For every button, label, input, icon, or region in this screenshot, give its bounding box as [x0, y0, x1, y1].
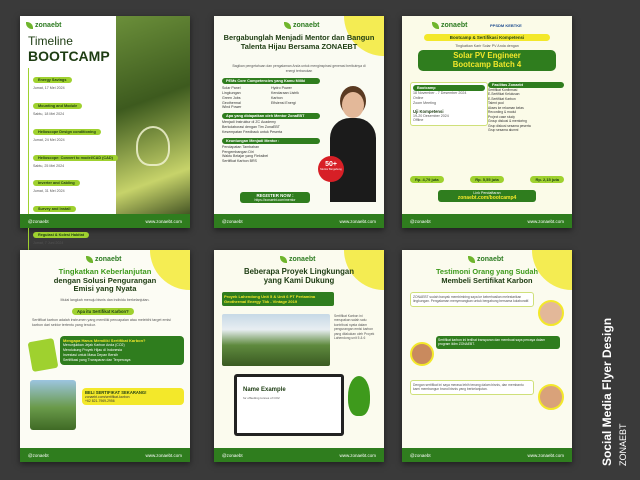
competency-item: Efisiensi Energi	[271, 100, 296, 105]
benefit-heading: Keuntungan Menjadi Mentor :	[222, 138, 320, 144]
bootcamp-title-line1: Solar PV Engineer	[453, 51, 521, 60]
gain-item: Menjadi Instruktur di ZC Academy	[222, 120, 276, 125]
price-tag: Rp. 5,55 juta	[470, 176, 504, 183]
brand-name: zonaebt	[35, 22, 62, 29]
testimonials-title	[408, 268, 566, 285]
projects-title-line1: Beberapa Proyek Lingkungan	[243, 267, 355, 276]
competency-item: Hydro Power	[271, 86, 292, 90]
facility-list	[488, 82, 564, 132]
testimonial-text: Dengan sertifikat ini saya merasa lebih tenang dalam bisnis, dan membantu kami membangun brand bisnis yang berkelanjutan.	[413, 383, 524, 392]
footer-bar	[20, 448, 190, 462]
mentor-title: Bergabunglah Menjadi Mentor dan Bangun Talenta Hijau Bersama ZONAEBT	[223, 33, 375, 51]
timeline-item-label: Regulasi & Kolesi Habitat	[33, 232, 89, 238]
brand-name: zonaebt	[95, 256, 122, 263]
testimonial-text: Sertifikat karbon ini terlihat transparan dan membuat saya percaya dalam program iklim ZONAEBT.	[438, 338, 546, 347]
timeline-title-main: BOOTCAMP	[28, 48, 110, 64]
facility-item: Group diskusi & mentoring	[488, 119, 527, 124]
brand-name: zonaebt	[441, 22, 468, 29]
footer-handle: @zonaebt	[222, 218, 243, 224]
footer-site: www.zonaebt.com	[339, 218, 376, 224]
leaf-icon	[284, 22, 291, 29]
timeline-item-label: Energy Savings	[33, 77, 72, 83]
carbon-question-1: Apa itu Sertifikat Karbon?	[72, 308, 134, 315]
footer-handle: @zonaebt	[28, 218, 49, 224]
carbon-title-line3: Emisi yang Nyata	[73, 284, 137, 294]
leaf-icon	[86, 256, 93, 263]
footer-site: www.zonaebt.com	[145, 218, 182, 224]
bootcamp-title-line2: Bootcamp Batch 4	[452, 59, 522, 69]
price-row	[410, 176, 564, 183]
certificate-name: Name Example	[243, 387, 286, 393]
registration-link[interactable]	[438, 190, 536, 202]
side-title: Social Media Flyer Design	[600, 317, 614, 466]
timeline-item-date: Sabtu, 25 Mei 2024	[33, 163, 65, 168]
competency-item: Geothermal	[222, 100, 241, 105]
flyer-projects	[214, 250, 384, 462]
buy-cta-url: zonaebt.com/sertifikat-karbon	[85, 395, 130, 399]
facility-item: Talent pool	[488, 101, 504, 106]
timeline-item-label: Helioscope: Convert to model/CAD (CAD)	[33, 155, 118, 161]
why-item: Investasi untuk Masa Depan Bersih	[63, 353, 119, 358]
footer-site: www.zonaebt.com	[527, 452, 564, 458]
lightbulb-icon	[136, 126, 170, 166]
exam-date: 19-20 Desember 2024	[413, 113, 449, 118]
footer-bar	[214, 448, 384, 462]
benefit-item: Pengembangan Diri	[222, 149, 254, 154]
register-label: REGISTER NOW :	[256, 193, 294, 198]
footer-handle: @zonaebt	[410, 218, 431, 224]
facility-item: Project case study	[488, 114, 515, 119]
carbon-title	[24, 268, 186, 294]
tree-illustration	[348, 376, 370, 416]
competency-heading: PEMs Core Competencies yang Kamu Miliki	[222, 78, 320, 84]
footer-bar	[402, 448, 572, 462]
bootcamp-banner: Bootcamp & Sertifikasi Kompetensi	[424, 34, 550, 41]
certificate-subtitle: for offsetting tonnes of CO2	[243, 396, 280, 400]
flyer-carbon-certificate	[20, 250, 190, 462]
brand-logo	[26, 22, 61, 29]
register-url: https://zonaebt.com/mentor	[254, 198, 296, 202]
brand-logo	[468, 256, 503, 263]
exam-heading: Uji Kompetensi	[413, 108, 444, 114]
gain-item: Berkolaborasi dengan Tim ZonaEBT	[222, 125, 280, 130]
brand-name: zonaebt	[293, 22, 320, 29]
brand-logo	[284, 22, 319, 29]
competency-section	[222, 78, 320, 164]
bootcamp-date: 18 November - 7 Desember 2024	[413, 91, 467, 95]
register-cta[interactable]	[240, 192, 310, 203]
timeline-title	[28, 34, 110, 64]
projects-title-line2: yang Kami Dukung	[263, 275, 335, 285]
registration-heading: Link Pendaftaran	[473, 191, 501, 195]
timeline-item	[33, 120, 119, 143]
avatar	[538, 300, 564, 326]
competency-item: Green Jobs	[222, 95, 241, 100]
footer-handle: @zonaebt	[410, 452, 431, 458]
brand-name: zonaebt	[477, 256, 504, 263]
testimonials-title-line1: Testimoni Orang yang Sudah	[435, 267, 539, 276]
exam-mode: Offline	[413, 118, 424, 123]
registration-url: zonaebt.com/bootcamp4	[457, 195, 517, 201]
brand-name: zonaebt	[289, 256, 316, 263]
testimonials-title-line2: Membeli Sertifikat Karbon	[441, 275, 533, 285]
brand-logo	[432, 22, 467, 29]
flyer-mentor	[214, 16, 384, 228]
facility-item: Grup sesama alumni	[488, 127, 519, 132]
competency-item: Karbon	[271, 95, 283, 100]
footer-bar	[402, 214, 572, 228]
facility-heading: Fasilitas Zonaebt	[488, 82, 564, 88]
facility-item: Recording & modul	[488, 110, 517, 115]
why-heading: Mengapa Harus Memiliki Sertifikat Karbon?	[63, 338, 146, 343]
price-tag: Rp. 2,15 juta	[530, 176, 564, 183]
why-box	[60, 336, 184, 365]
timeline-item	[33, 146, 119, 169]
leaf-icon	[26, 22, 33, 29]
side-brand: ZONAEBT	[618, 423, 628, 466]
testimonial-card	[410, 292, 534, 307]
leaf-icon	[432, 22, 439, 29]
why-item: Mendukung Proyek Hijau di Indonesia	[63, 348, 122, 353]
facility-item: Sertifikat Konfirmasi	[488, 88, 518, 92]
buy-cta-label: BELI SERTIFIKAT SEKARANG!	[85, 390, 147, 395]
testimonial-card	[436, 336, 560, 349]
timeline-item-date: Jumat, 24 Mei 2024	[33, 137, 65, 142]
flyer-timeline	[20, 16, 190, 246]
timeline-item	[33, 68, 119, 91]
certificate-illustration	[28, 338, 59, 372]
timeline-item	[33, 94, 119, 117]
footer-handle: @zonaebt	[28, 452, 49, 458]
footer-handle: @zonaebt	[222, 452, 243, 458]
timeline-item	[33, 171, 119, 194]
competency-item: Solar Panel	[222, 86, 241, 90]
facility-item: E-Sertifikat Karbon	[488, 96, 516, 101]
carbon-title-line2: dengan Solusi Pengurangan	[53, 275, 157, 285]
footer-site: www.zonaebt.com	[527, 218, 564, 224]
gain-item: Kesempatan Feedback untuk Peserta	[222, 129, 283, 134]
footer-site: www.zonaebt.com	[145, 452, 182, 458]
price-tag: Rp. 4,79 juta	[410, 176, 444, 183]
testimonial-card	[410, 380, 534, 395]
carbon-subtitle: Mulai langkah menuju bisnis dan individu berkelanjutan.	[60, 298, 150, 302]
buy-cta-phone: +62 821-7969-2956	[85, 399, 115, 403]
brand-logo	[280, 256, 315, 263]
timeline-list	[28, 68, 122, 275]
geothermal-photo	[222, 314, 330, 366]
gain-heading: Apa yang didapatkan oleh Mentor ZonaEBT	[222, 113, 320, 119]
buy-cta[interactable]	[82, 388, 184, 405]
facility-item: E-Sertifikat Kelulusan	[488, 92, 520, 97]
footer-bar	[20, 214, 190, 228]
carbon-answer-1: Sertifikat karbon adalah instrumen yang memiliki pencapaian atau melebihi target emisi karbon dari sektor tertentu yang terukur.	[32, 318, 171, 327]
facility-item: Akses ke rekaman kelas	[488, 105, 524, 110]
badge-label: Mentor Bergabung	[320, 168, 342, 171]
leaf-icon	[468, 256, 475, 263]
facility-item: Grup diskusi sesama peserta	[488, 123, 531, 128]
benefit-item: Pendapatan Tambahan	[222, 144, 260, 149]
mentor-badge	[318, 156, 344, 182]
benefit-item: Sertifikat Karbon BRS	[222, 159, 257, 164]
bootcamp-schedule	[410, 82, 488, 126]
project-banner: Proyek Lahendong Unit 5 & Unit 6 PT Pertamina Geothermal Energy Tbk - Vintage 2019	[222, 292, 334, 306]
bootcamp-tool: Zoom Meeting	[413, 100, 436, 105]
bootcamp-mode: Online	[413, 95, 424, 100]
flyer-testimonials	[402, 250, 572, 462]
project-description: Sertifikat Karbon ini merupakan salah satu kontribusi nyata dalam pengurangan emisi karbon yang dilakukan oleh Proyek Lahendong unit 5 & 6	[334, 314, 375, 341]
timeline-title-top: Timeline	[28, 34, 73, 48]
competency-item: Lingkungan	[222, 90, 241, 95]
why-item: Sertifikasi yang Transparan dan Terpercaya	[63, 358, 131, 363]
benefit-item: Waktu Belajar yang Fleksibel	[222, 154, 269, 159]
laptop-mockup	[234, 374, 344, 436]
competency-item: Kendaraan Listrik	[271, 90, 299, 95]
lightbulb-photo	[116, 16, 190, 228]
mentor-subtitle: Bagikan pengetahuan dan pengalaman Anda untuk menginspirasi generasi berikutnya di energi terbarukan	[232, 64, 366, 73]
why-item: Menunjukkan Jejak Karbon Anda (CO2)	[63, 343, 125, 347]
timeline-item-date: Jumat, 7 Juni 2024	[33, 241, 64, 246]
avatar	[538, 384, 564, 410]
partner-logo: PPSDM KEBTKE	[490, 23, 522, 28]
timeline-item-date: Jumat, 31 Mei 2024	[33, 189, 65, 194]
badge-number: 50+	[325, 161, 337, 168]
competency-item: Wind Power	[222, 105, 242, 110]
timeline-item-date: Sabtu, 18 Mei 2024	[33, 111, 65, 116]
bootcamp-title	[418, 50, 556, 71]
timeline-item-label: Inverter and Cabling	[33, 180, 80, 186]
testimonial-text: ZONAEBT sudah banyak membimbing saya ke keberhasilan melestarikan lingkungan. Pengalaman menyenangkan untuk bergabung bersama kolaboratif.	[413, 295, 530, 304]
timeline-item-date: Jumat, 17 Mei 2024	[33, 86, 65, 90]
leaf-icon	[280, 256, 287, 263]
mentor-photo	[326, 92, 380, 202]
flyer-solar-bootcamp	[402, 16, 572, 228]
bootcamp-intro: Tingkatkan Karir Solar PV Anda dengan	[455, 44, 519, 48]
timeline-item-label: Survey and Install	[33, 206, 76, 212]
certificate-preview	[237, 377, 341, 433]
mentor-head	[342, 92, 364, 118]
timeline-item-label: Helioscope Design conditioning	[33, 129, 101, 135]
brand-logo	[86, 256, 121, 263]
avatar	[410, 342, 434, 366]
carbon-title-line1: Tingkatkan Keberlanjutan	[58, 267, 152, 276]
footer-bar	[214, 214, 384, 228]
footer-site: www.zonaebt.com	[339, 452, 376, 458]
projects-title	[220, 268, 378, 286]
bootcamp-heading: Bootcamp	[413, 85, 485, 91]
timeline-item-label: Mounting and Module	[33, 103, 82, 109]
planting-photo	[30, 380, 76, 430]
